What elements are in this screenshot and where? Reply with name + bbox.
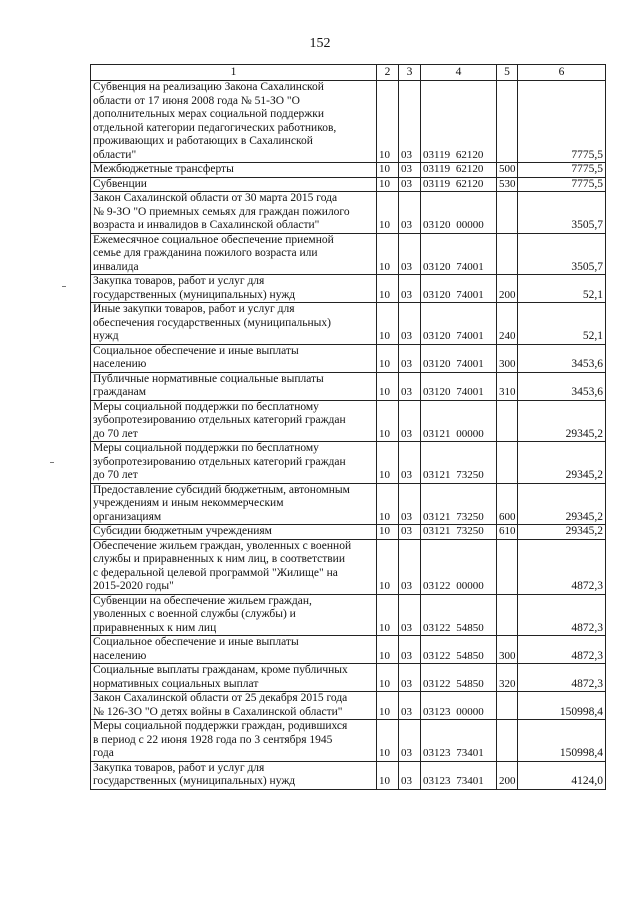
row-section: 10 xyxy=(377,442,399,484)
row-section: 10 xyxy=(377,177,399,192)
row-amount: 3505,7 xyxy=(518,233,606,275)
row-section: 10 xyxy=(377,594,399,636)
table-header xyxy=(91,65,606,81)
row-section: 10 xyxy=(377,761,399,789)
row-section: 10 xyxy=(377,81,399,163)
row-subsection: 03 xyxy=(399,761,421,789)
row-amount: 29345,2 xyxy=(518,442,606,484)
table-row xyxy=(91,303,606,345)
table-row xyxy=(91,81,606,163)
row-section: 10 xyxy=(377,400,399,442)
row-expense-type: 610 xyxy=(497,525,518,540)
row-section: 10 xyxy=(377,275,399,303)
row-amount: 3453,6 xyxy=(518,344,606,372)
column-header-target-code: 4 xyxy=(421,65,497,81)
row-subsection: 03 xyxy=(399,275,421,303)
row-target-code: 03120 74001 xyxy=(421,233,497,275)
page-number: 152 xyxy=(309,36,331,51)
row-target-code: 03120 74001 xyxy=(421,372,497,400)
row-subsection: 03 xyxy=(399,344,421,372)
row-description: Субвенция на реализацию Закона Сахалинской области от 17 июня 2008 года № 51-ЗО "О дополнительных мерах социальной поддержки отдельной категории педагогических работников, проживающих и работающих в Сахалинской области" xyxy=(91,81,377,163)
row-description: Субсидии бюджетным учреждениям xyxy=(91,525,377,540)
table-row xyxy=(91,594,606,636)
column-header-amount: 6 xyxy=(518,65,606,81)
row-subsection: 03 xyxy=(399,539,421,594)
row-section: 10 xyxy=(377,483,399,525)
table-row xyxy=(91,692,606,720)
row-amount: 29345,2 xyxy=(518,483,606,525)
table-row xyxy=(91,539,606,594)
row-section: 10 xyxy=(377,525,399,540)
column-header-expense-type: 5 xyxy=(497,65,518,81)
row-expense-type: 500 xyxy=(497,163,518,178)
row-target-code: 03119 62120 xyxy=(421,177,497,192)
row-expense-type: 240 xyxy=(497,303,518,345)
row-expense-type: 530 xyxy=(497,177,518,192)
row-description: Закупка товаров, работ и услуг для государственных (муниципальных) нужд xyxy=(91,275,377,303)
row-subsection: 03 xyxy=(399,664,421,692)
row-section: 10 xyxy=(377,233,399,275)
column-header-subsection: 3 xyxy=(399,65,421,81)
row-target-code: 03120 74001 xyxy=(421,275,497,303)
table-row xyxy=(91,664,606,692)
table-row xyxy=(91,192,606,234)
row-target-code: 03119 62120 xyxy=(421,81,497,163)
row-subsection: 03 xyxy=(399,192,421,234)
row-expense-type: 200 xyxy=(497,761,518,789)
row-description: Межбюджетные трансферты xyxy=(91,163,377,178)
row-target-code: 03122 54850 xyxy=(421,636,497,664)
row-description: Субвенции xyxy=(91,177,377,192)
table-row xyxy=(91,761,606,789)
row-expense-type: 600 xyxy=(497,483,518,525)
row-target-code: 03123 73401 xyxy=(421,720,497,762)
table-row xyxy=(91,636,606,664)
row-amount: 4872,3 xyxy=(518,636,606,664)
row-subsection: 03 xyxy=(399,372,421,400)
table-body xyxy=(91,81,606,790)
row-expense-type: 310 xyxy=(497,372,518,400)
row-expense-type xyxy=(497,692,518,720)
row-subsection: 03 xyxy=(399,594,421,636)
row-subsection: 03 xyxy=(399,720,421,762)
row-amount: 29345,2 xyxy=(518,400,606,442)
table-row xyxy=(91,344,606,372)
row-description: Меры социальной поддержки по бесплатному зубопротезированию отдельных категорий граждан до 70 лет xyxy=(91,400,377,442)
row-section: 10 xyxy=(377,539,399,594)
row-section: 10 xyxy=(377,372,399,400)
row-subsection: 03 xyxy=(399,400,421,442)
row-section: 10 xyxy=(377,344,399,372)
row-subsection: 03 xyxy=(399,442,421,484)
row-description: Субвенции на обеспечение жильем граждан, уволенных с военной службы (службы) и приравненных к ним лиц xyxy=(91,594,377,636)
row-description: Социальное обеспечение и иные выплаты населению xyxy=(91,344,377,372)
row-target-code: 03123 73401 xyxy=(421,761,497,789)
row-section: 10 xyxy=(377,636,399,664)
row-description: Закон Сахалинской области от 30 марта 2015 года № 9-ЗО "О приемных семьях для граждан пожилого возраста и инвалидов в Сахалинской области" xyxy=(91,192,377,234)
row-target-code: 03120 74001 xyxy=(421,344,497,372)
budget-table xyxy=(90,64,606,790)
row-description: Обеспечение жильем граждан, уволенных с военной службы и приравненных к ним лиц, в соответствии с федеральной целевой программой "Жилище" на 2015-2020 годы" xyxy=(91,539,377,594)
scan-mark xyxy=(50,462,54,463)
table-row xyxy=(91,525,606,540)
row-expense-type: 320 xyxy=(497,664,518,692)
row-subsection: 03 xyxy=(399,163,421,178)
row-amount: 3505,7 xyxy=(518,192,606,234)
table-row xyxy=(91,372,606,400)
row-expense-type xyxy=(497,81,518,163)
row-description: Социальные выплаты гражданам, кроме публичных нормативных социальных выплат xyxy=(91,664,377,692)
row-target-code: 03120 00000 xyxy=(421,192,497,234)
row-section: 10 xyxy=(377,692,399,720)
row-target-code: 03121 73250 xyxy=(421,442,497,484)
row-expense-type: 300 xyxy=(497,636,518,664)
table-row xyxy=(91,400,606,442)
row-amount: 7775,5 xyxy=(518,163,606,178)
row-expense-type xyxy=(497,400,518,442)
row-description: Предоставление субсидий бюджетным, автономным учреждениям и иным некоммерческим организациям xyxy=(91,483,377,525)
row-subsection: 03 xyxy=(399,177,421,192)
row-subsection: 03 xyxy=(399,81,421,163)
row-amount: 4872,3 xyxy=(518,664,606,692)
row-section: 10 xyxy=(377,163,399,178)
row-target-code: 03119 62120 xyxy=(421,163,497,178)
table-row xyxy=(91,483,606,525)
table-row xyxy=(91,233,606,275)
row-description: Публичные нормативные социальные выплаты гражданам xyxy=(91,372,377,400)
row-amount: 4872,3 xyxy=(518,594,606,636)
row-amount: 150998,4 xyxy=(518,692,606,720)
row-amount: 3453,6 xyxy=(518,372,606,400)
scan-mark xyxy=(62,286,66,287)
row-expense-type: 200 xyxy=(497,275,518,303)
table-row xyxy=(91,442,606,484)
row-expense-type xyxy=(497,594,518,636)
row-description: Закон Сахалинской области от 25 декабря 2015 года № 126-ЗО "О детях войны в Сахалинской области" xyxy=(91,692,377,720)
row-amount: 52,1 xyxy=(518,303,606,345)
row-expense-type: 300 xyxy=(497,344,518,372)
row-amount: 150998,4 xyxy=(518,720,606,762)
row-description: Меры социальной поддержки по бесплатному зубопротезированию отдельных категорий граждан до 70 лет xyxy=(91,442,377,484)
row-description: Меры социальной поддержки граждан, родившихся в период с 22 июня 1928 года по 3 сентября 1945 года xyxy=(91,720,377,762)
row-target-code: 03123 00000 xyxy=(421,692,497,720)
row-expense-type xyxy=(497,192,518,234)
row-subsection: 03 xyxy=(399,636,421,664)
row-expense-type xyxy=(497,720,518,762)
row-section: 10 xyxy=(377,192,399,234)
row-description: Иные закупки товаров, работ и услуг для обеспечения государственных (муниципальных) нужд xyxy=(91,303,377,345)
row-section: 10 xyxy=(377,720,399,762)
row-amount: 29345,2 xyxy=(518,525,606,540)
table-row xyxy=(91,275,606,303)
row-target-code: 03122 54850 xyxy=(421,664,497,692)
row-section: 10 xyxy=(377,303,399,345)
row-target-code: 03120 74001 xyxy=(421,303,497,345)
row-target-code: 03122 00000 xyxy=(421,539,497,594)
row-expense-type xyxy=(497,233,518,275)
row-amount: 4872,3 xyxy=(518,539,606,594)
row-expense-type xyxy=(497,442,518,484)
row-subsection: 03 xyxy=(399,692,421,720)
column-header-section: 2 xyxy=(377,65,399,81)
row-target-code: 03121 73250 xyxy=(421,483,497,525)
row-amount: 7775,5 xyxy=(518,177,606,192)
table-row xyxy=(91,177,606,192)
row-description: Ежемесячное социальное обеспечение приемной семье для гражданина пожилого возраста или инвалида xyxy=(91,233,377,275)
row-amount: 52,1 xyxy=(518,275,606,303)
row-subsection: 03 xyxy=(399,483,421,525)
column-header-description: 1 xyxy=(91,65,377,81)
row-target-code: 03122 54850 xyxy=(421,594,497,636)
table-row xyxy=(91,720,606,762)
row-description: Социальное обеспечение и иные выплаты населению xyxy=(91,636,377,664)
row-description: Закупка товаров, работ и услуг для государственных (муниципальных) нужд xyxy=(91,761,377,789)
row-amount: 4124,0 xyxy=(518,761,606,789)
row-subsection: 03 xyxy=(399,525,421,540)
row-subsection: 03 xyxy=(399,303,421,345)
row-target-code: 03121 73250 xyxy=(421,525,497,540)
row-amount: 7775,5 xyxy=(518,81,606,163)
row-subsection: 03 xyxy=(399,233,421,275)
row-target-code: 03121 00000 xyxy=(421,400,497,442)
table-row xyxy=(91,163,606,178)
row-section: 10 xyxy=(377,664,399,692)
row-expense-type xyxy=(497,539,518,594)
